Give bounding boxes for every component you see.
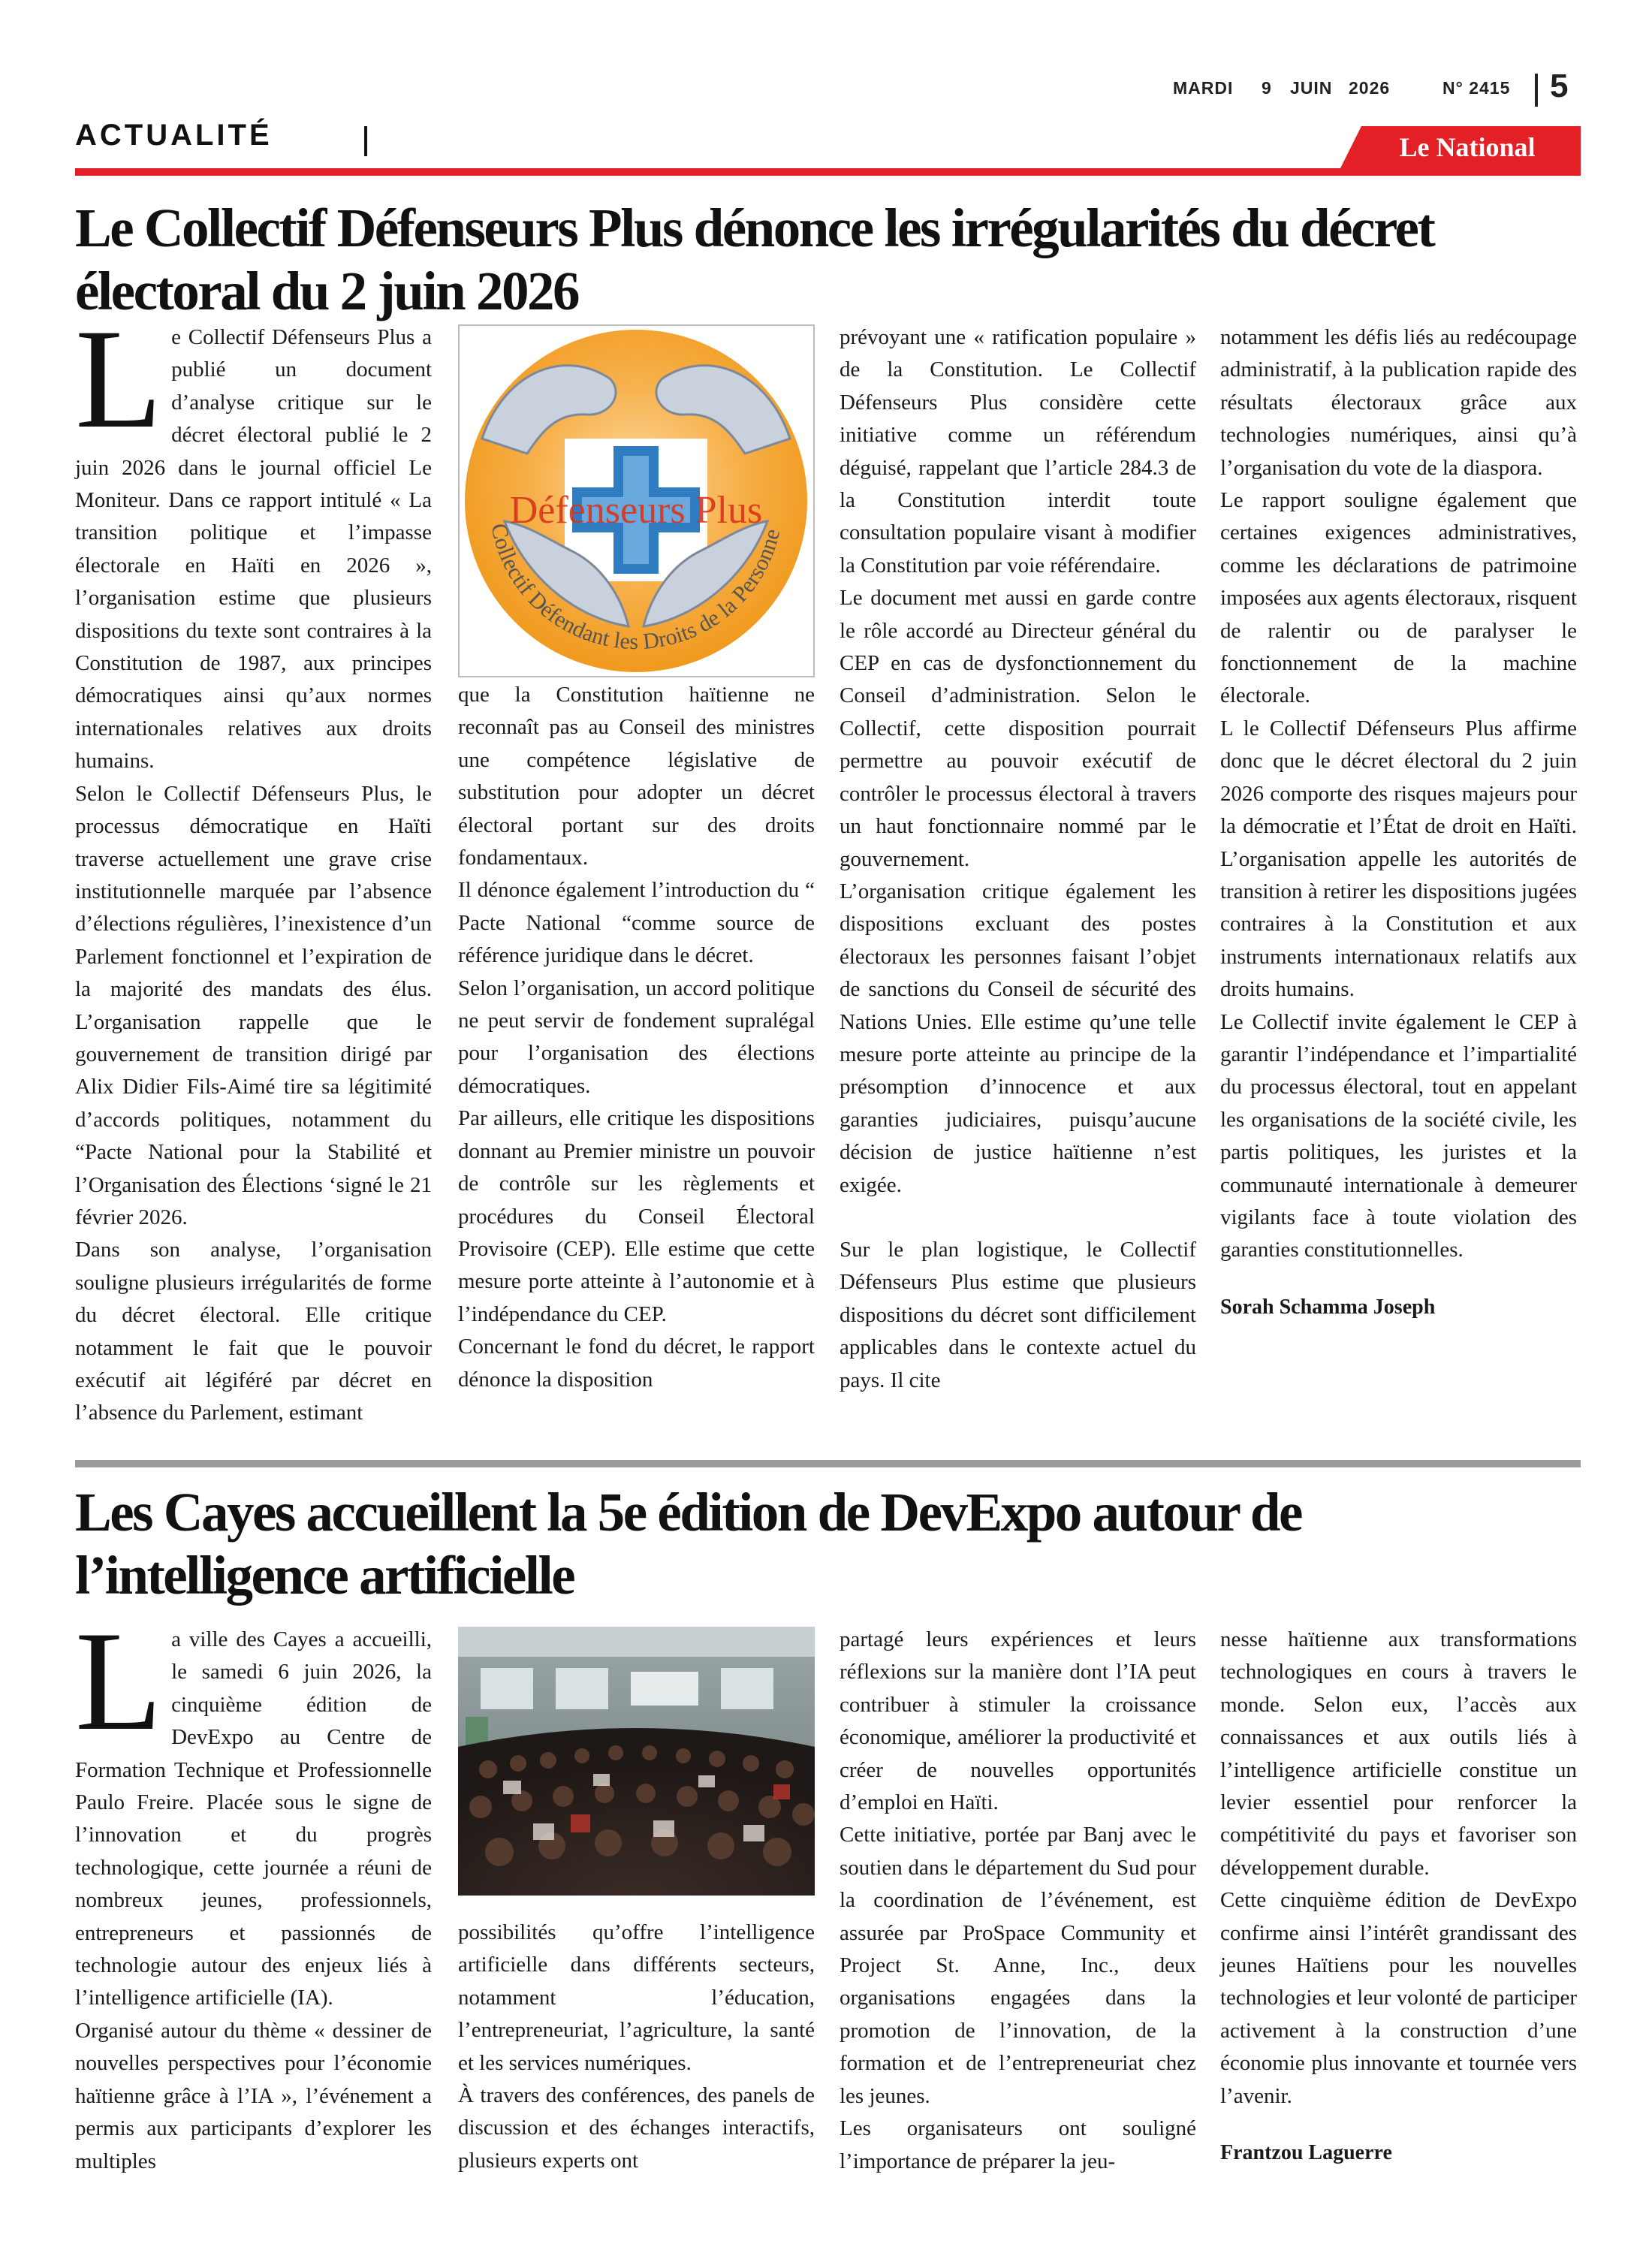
paragraph: Le rapport souligne également que certaines exigences administratives, comme les déclarations de patrimoine imposées aux agents électoraux, risquent de ralentir ou de paralyser le fonctionnement de la machine électorale. — [1220, 488, 1577, 708]
paragraph: partagé leurs expériences et leurs réflexions sur la manière dont l’IA peut contribuer à stimuler la croissance économique, améliorer la productivité et créer de nouvelles opportunités d’emploi en Haïti. — [840, 1627, 1196, 1815]
logo-graphic — [460, 326, 813, 676]
article2-byline: Frantzou Laguerre — [1220, 2141, 1392, 2165]
window — [481, 1668, 533, 1709]
paragraph: Cette cinquième édition de DevExpo confirme ainsi l’intérêt grandissant des jeunes Haïtiens pour les nouvelles technologies et leur volonté de participer activement à la construction d’une économie plus innovante et tournée vers l’avenir. — [1220, 1888, 1577, 2108]
defenseurs-plus-logo — [458, 324, 815, 677]
header-month: JUIN — [1290, 78, 1333, 98]
brand-name: Le National — [1399, 132, 1536, 162]
paragraph: Le Collectif invite également le CEP à garantir l’indépendance et l’impartialité du processus électoral, tout en appelant les organisations de la société civile, les partis politiques, les juristes et la communauté internationale à demeurer vigilants face à toute violation des garanties constitutionnelles. — [1220, 1009, 1577, 1262]
article1-byline: Sorah Schamma Joseph — [1220, 1295, 1436, 1319]
page-number: 5 — [1550, 68, 1569, 104]
header-date-num: 9 — [1262, 78, 1272, 98]
paragraph: Concernant le fond du décret, le rapport dénonce la disposition — [458, 1335, 815, 1392]
article2-column-2 — [458, 1917, 815, 2177]
article1-column-1 — [75, 300, 432, 1430]
article1-headline-line2: électoral du 2 juin 2026 — [75, 261, 578, 321]
article1-headline — [75, 197, 1592, 323]
article2-dropcap: L — [75, 1603, 163, 1760]
paragraph: Selon le Collectif Défenseurs Plus, le processus démocratique en Haïti traverse actuellement une grave crise institutionnelle marquée par l’absence d’élections régulières, l’inexistence d’un Parlement fonctionnel et l’expiration de la majorité des mandats des élus. L’organisation rappelle que le gouvernement de transition dirigé par Alix Didier Fils-Aimé tire sa légitimité d’accords politiques, notamment du “Pacte National pour la Stabilité et l’Organisation des Élections ‘signé le 21 février 2026. — [75, 781, 432, 1229]
paragraph: Les organisateurs ont souligné l’importance de préparer la jeu- — [840, 2116, 1196, 2173]
window — [721, 1668, 773, 1709]
paragraph: nesse haïtienne aux transformations technologiques en cours à travers le monde. Selon eux, l’accès aux connaissances et aux outils liés à l’intelligence artificielle constitue un levier essentiel pour renforcer la compétitivité du pays et favoriser son développement durable. — [1220, 1627, 1577, 1880]
logo-main-text: Défenseurs Plus — [509, 489, 763, 532]
paragraph: Le document met aussi en garde contre le rôle accordé au Directeur général du CEP en cas de dysfonctionnement du Conseil d’administration. Selon le Collectif, cette disposition pourrait permettre au pouvoir exécutif de contrôler le processus électoral à travers un haut fonctionnaire nommé par le gouvernement. — [840, 586, 1196, 871]
paragraph: Cette initiative, portée par Banj avec le soutien dans le département du Sud pour la coordination de l’événement, est assurée par ProSpace Community et Project St. Anne, Inc., deux organisations engagées dans la promotion de l’innovation, de la formation et de l’entrepreneuriat chez les jeunes. — [840, 1823, 1196, 2108]
window — [556, 1668, 608, 1709]
article2-headline — [75, 1481, 1592, 1607]
paragraph: que la Constitution haïtienne ne reconnaît pas au Conseil des ministres une compétence législative de substitution pour adopter un décret électoral portant sur des droits fondamentaux. — [458, 683, 815, 870]
paragraph: notamment les défis liés au redécoupage administratif, à la publication rapide des résultats électoraux grâce aux technologies numériques, ainsi qu’à l’organisation du vote de la diaspora. — [1220, 325, 1577, 480]
paragraph: possibilités qu’offre l’intelligence artificielle dans différents secteurs, notamment l’éducation, l’entrepreneuriat, l’agriculture, la santé et les services numériques. — [458, 1920, 815, 2075]
devexpo-event-photo — [458, 1627, 815, 1896]
article-divider — [75, 1460, 1581, 1467]
article2-headline-line2: l’intelligence artificielle — [75, 1545, 574, 1606]
article1-dropcap: L — [75, 300, 163, 458]
article1-column-2 — [458, 679, 815, 1396]
paragraph: Il dénonce également l’introduction du “ Pacte National “comme source de référence juridique dans le décret. — [458, 878, 815, 968]
paragraph: Par ailleurs, elle critique les dispositions donnant au Premier ministre un pouvoir de contrôle sur les règlements et procédures du Conseil Électoral Provisoire (CEP). Elle estime que cette mesure porte atteinte à l’autonomie et à l’indépendance du CEP. — [458, 1106, 815, 1326]
header-issue: N° 2415 — [1442, 78, 1511, 98]
article2-column-4 — [1220, 1624, 1577, 2170]
paragraph: Organisé autour du thème « dessiner de nouvelles perspectives pour l’économie haïtienne grâce à l’IA », l’événement a permis aux participants d’explorer les multiples — [75, 2018, 432, 2173]
article2-column-1 — [75, 1603, 432, 2178]
article1-column-4 — [1220, 321, 1577, 1323]
article2-headline-line1: Les Cayes accueillent la 5e édition de DevExpo autour de — [75, 1482, 1301, 1543]
article2-column-3 — [840, 1624, 1196, 2178]
paragraph: L le Collectif Défenseurs Plus affirme donc que le décret électoral du 2 juin 2026 comporte des risques majeurs pour la démocratie et l’État de droit en Haïti. L’organisation appelle les autorités de transition à retirer les dispositions jugées contraires à la Constitution et aux instruments internationaux relatifs aux droits humains. — [1220, 716, 1577, 1002]
header-separator — [1535, 74, 1538, 107]
screen — [631, 1672, 698, 1706]
header-year: 2026 — [1349, 78, 1391, 98]
paragraph: a ville des Cayes a accueilli, le samedi 6 juin 2026, la cinquième édition de DevExpo au Centre de Formation Technique et Professionnelle Paulo Freire. Placée sous le signe de l’innovation et du progrès technologique, cette journée a réuni de nombreux jeunes, professionnels, entrepreneurs et passionnés de technologie autour des enjeux liés à l’intelligence artificielle (IA). — [75, 1627, 432, 2010]
paragraph: e Collectif Défenseurs Plus a publié un document d’analyse critique sur le décret électoral publié le 2 juin 2026 dans le journal officiel Le Moniteur. Dans ce rapport intitulé « La transition politique et l’impasse électorale en Haïti en 2026 », l’organisation estime que plusieurs dispositions du texte sont contraires à la Constitution de 1987, aux principes démocratiques ainsi qu’aux normes internationales relatives aux droits humains. — [75, 325, 432, 774]
logo-ring-text: Collectif Défendant les Droits de la Personne — [486, 521, 785, 655]
paragraph: Selon l’organisation, un accord politique ne peut servir de fondement supralégal pour l’organisation des élections démocratiques. — [458, 976, 815, 1098]
section-title: ACTUALITÉ — [75, 119, 273, 152]
paragraph: L’organisation critique également les dispositions excluant des postes électoraux les personnes faisant l’objet de sanctions du Conseil de sécurité des Nations Unies. Elle estime qu’une telle mesure porte atteinte au principe de la présomption d’innocence et aux garanties judiciaires, puisqu’aucune décision de justice haïtienne n’est exigée. — [840, 879, 1196, 1197]
paragraph: Sur le plan logistique, le Collectif Défenseurs Plus estime que plusieurs dispositions du décret sont difficilement applicables dans le contexte actuel du pays. Il cite — [840, 1237, 1196, 1392]
paragraph: prévoyant une « ratification populaire » de la Constitution. Le Collectif Défenseurs Plus considère cette initiative comme un référendum déguisé, rappelant que l’article 284.3 de la Constitution interdit toute consultation populaire visant à modifier la Constitution par voie référendaire. — [840, 325, 1196, 578]
header-day: MARDI — [1173, 78, 1234, 98]
section-divider — [364, 126, 367, 156]
event-photo-graphic — [458, 1627, 815, 1896]
paragraph: Dans son analyse, l’organisation souligne plusieurs irrégularités de forme du décret électoral. Elle critique notamment le fait que le pouvoir exécutif ait légiféré par décret en l’absence du Parlement, estimant — [75, 1238, 432, 1425]
article1-column-3 — [840, 321, 1196, 1397]
header-rule — [75, 168, 1581, 176]
paragraph: À travers des conférences, des panels de discussion et des échanges interactifs, plusieurs experts ont — [458, 2083, 815, 2173]
article1-headline-line1: Le Collectif Défenseurs Plus dénonce les irrégularités du décret — [75, 198, 1434, 258]
